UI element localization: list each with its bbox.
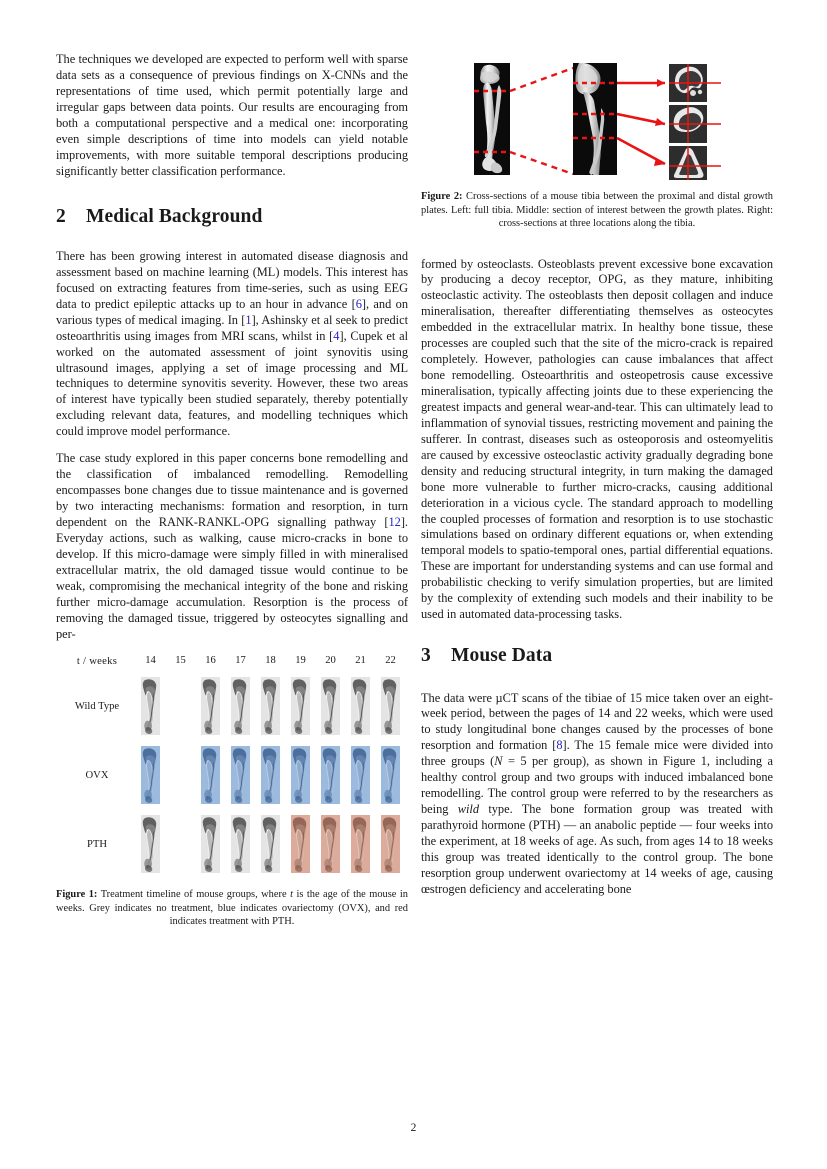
slice-arrows: [617, 79, 665, 166]
tibia-scan-tile-blue: [351, 746, 370, 804]
timeline-cell: [168, 675, 193, 737]
timeline-cell: [198, 675, 223, 737]
tibia-scan-tile-red: [351, 815, 370, 873]
timeline-cell: [288, 675, 313, 737]
section-title-2: Medical Background: [86, 205, 263, 227]
figure-1-caption-label: Figure 1:: [56, 889, 98, 901]
paragraph-ml-part1: There has been growing interest in automated disease diagnosis and assessment based on machine learning (ML) models. This interest has focused on extracting features from time-series, such as using EEG data to predict epileptic attacks up to an hour in advance [: [56, 248, 408, 311]
section-of-interest-panel: [573, 63, 617, 176]
timeline-cell: [138, 813, 163, 875]
tibia-scan-tile-grey: [201, 815, 220, 873]
tibia-scan-tile-red: [321, 815, 340, 873]
timeline-cell: [288, 813, 313, 875]
tibia-scan-tile-grey: [231, 815, 250, 873]
paragraph-osteo-text: formed by osteoclasts. Osteoblasts prevent excessive bone excavation by producing a decoy receptor, OPG, as they mature, inhibiting osteoclastic activity. The osteoblasts then deposit collagen and induce mineralisation, thereafter differentiating themselves as osteocytes embedded in the extracellular matrix. In healthy bone tissue, these processes are coupled such that the site of the micro-crack is repaired completely. However, pathologies can cause imbalances that affect bone remodelling. Osteoarthritis and osteopetrosis cause excessive mineralisation, typically affecting joints due to these experiencing the greatest impacts and general wear-and-tear. This can ultimately lead to inflammation of synovial tissues, restricting movement and paining the sufferer. In contrast, diseases such as osteoporosis and osteomyelitis are caused by excessive osteoclastic activity gradually degrading bone density and reducing structural integrity, in turn making the damaged bone more vulnerable to further micro-cracks, causing additional deterioration in a vicious cycle. The standard approach to modelling the coupled processes of formation and resorption is to use stochastic simulations based on ordinary different equations or, when extending temporal models to spatio-temporal ones, partial differential equations. These are important for understanding systems and can use formal and probabilistic checking to verify simulation properties, but are limited by the complexity of extending such models and their inability to be used in automated data-processing tasks.: [421, 256, 773, 622]
tibia-scan-tile-blue: [231, 746, 250, 804]
tibia-scan-tile-blue: [261, 746, 280, 804]
timeline-cell: [198, 813, 223, 875]
figure-2-caption: [421, 190, 773, 231]
section-heading-mouse-data: [421, 645, 773, 666]
paragraph-intro-text: The techniques we developed are expected to perform well with sparse data sets as a consequence of previous findings on X-CNNs and the representations of time used, which permit potentially large and irregular gaps between data points. Our results are encouraging from both a computational perspective and a medical one: incorporating even simple descriptions of time into models can yield notable improvements, with more suitable temporal descriptions producing significantly better classification performance.: [56, 52, 408, 178]
timeline-body: [61, 675, 403, 875]
full-tibia-panel: [474, 63, 510, 175]
timeline-cell: [318, 744, 343, 806]
timeline-row: [61, 744, 403, 806]
tibia-scan-tile-red: [291, 815, 310, 873]
page-number: 2: [410, 1122, 417, 1134]
tibia-scan-tile-grey: [201, 677, 220, 735]
paragraph-ml-part4: ], Cupek et al worked on the automated assessment of joint synovitis using ultrasound images, applying a set of image processing and ML techniques to determine synovitis severity. However, these two areas of interest have typically been studied separately, thereby potentially excluding relevant data, features, and modelling techniques which could improve model performance.: [56, 328, 408, 439]
week-header-17: 17: [235, 655, 246, 667]
tibia-scan-tile-grey: [351, 677, 370, 735]
right-column: [421, 52, 773, 909]
citation-link-6[interactable]: 6: [355, 296, 362, 311]
timeline-cell: [138, 675, 163, 737]
figure-1-caption-text-b: is the age of the mouse in weeks. Grey indicates no treatment, blue indicates ovariectomy (OVX), and red indicates treatment with PTH.: [56, 889, 408, 928]
week-header-15: 15: [175, 655, 186, 667]
timeline-cell: [378, 675, 403, 737]
tibia-scan-tile-grey: [381, 677, 400, 735]
paragraph-mouse-part2: ]. The 15 female mice were divided into three groups (: [421, 738, 774, 769]
timeline-cell: [258, 675, 283, 737]
treatment-timeline-table: [56, 648, 408, 882]
figure-2-graphic: [421, 52, 773, 180]
week-header-19: 19: [295, 655, 306, 667]
week-header-21: 21: [355, 655, 366, 667]
tibia-scan-tile-blue: [201, 746, 220, 804]
paragraph-mouse-part4: type. The bone formation group was treated with parathyroid hormone (PTH) — an anabolic peptide — four weeks into the experiment, at 18 weeks of age. As such, from ages 14 to 18 weeks this group was treated identically to the control group. The bone resorption group underwent ovariectomy at 14 weeks of age, causing œstrogen deficiency and accelerating bone: [421, 802, 773, 896]
section-number-2: 2: [56, 205, 66, 227]
timeline-cell: [318, 813, 343, 875]
timeline-cell: [258, 813, 283, 875]
timeline-cell: [348, 744, 373, 806]
tibia-scan-tile-red: [381, 815, 400, 873]
timeline-cell: [168, 744, 193, 806]
section-heading-medical-background: [56, 206, 408, 227]
figure-1-caption: [56, 888, 408, 929]
timeline-cell: [348, 675, 373, 737]
tibia-scan-tile-blue: [321, 746, 340, 804]
paragraph-ml-part3: ], Ashinsky et al seek to predict osteoarthritis using images from MRI scans, whilst in [: [56, 312, 408, 343]
week-header-14: 14: [145, 655, 156, 667]
paragraph-case-part1: The case study explored in this paper concerns bone remodelling and the classification of imbalanced remodelling. Remodelling encompasses bone changes due to tissue maintenance and is governed by two interacting mechanisms: formation and resorption, in turn dependent on the RANK-RANKL-OPG signalling pathway [: [56, 451, 408, 529]
timeline-row-label-wild-type: Wild Type: [74, 700, 120, 712]
tibia-scan-tile-grey: [141, 677, 160, 735]
paragraph-ml-part2: ], and on various types of medical imaging. In [: [56, 296, 408, 327]
tibia-scan-tile-grey: [261, 815, 280, 873]
timeline-cell: [138, 744, 163, 806]
tibia-scan-tile-grey: [321, 677, 340, 735]
figure-1-caption-symbol-t: t: [290, 889, 293, 901]
cross-section-1: [669, 64, 721, 102]
section-heading-mouse-data-wrap: [421, 645, 773, 666]
timeline-axis-label: t / weeks: [76, 656, 118, 668]
timeline-cell: [288, 744, 313, 806]
figure-1-caption-text-a: Treatment timeline of mouse groups, where: [97, 889, 291, 901]
tibia-scan-tile-grey: [291, 677, 310, 735]
timeline-cell: [228, 675, 253, 737]
cross-section-2: [669, 105, 721, 143]
term-wild: wild: [457, 802, 480, 817]
paragraph-mouse-data: [421, 691, 773, 898]
timeline-row: [61, 813, 403, 875]
timeline-cell: [228, 744, 253, 806]
timeline-cell: [198, 744, 223, 806]
left-column: [56, 52, 408, 929]
week-header-22: 22: [385, 655, 396, 667]
paragraph-mouse-part1: The data were µCT scans of the tibiae of 15 mice taken over an eight-week period, between the pages of 14 and 22 weeks, which were used to study longitudinal bone changes caused by the processes of bone resorption and formation [: [421, 690, 773, 753]
paragraph-case-part2: ]. Everyday actions, such as walking, cause micro-cracks in bone to develop. If this micro-damage were simply filled in with mineralised extracellular matrix, the old damaged tissue would continue to be weak, compromising the mechanical integrity of the bone and risking further micro-damage accumulation. Resorption is the process of removing the damaged tissue, triggered by osteocytes signalling and per-: [56, 514, 408, 641]
tibia-scan-tile-blue: [291, 746, 310, 804]
timeline-cell: [228, 813, 253, 875]
cross-section-3: [669, 146, 721, 180]
week-header-16: 16: [205, 655, 216, 667]
section-title-3: Mouse Data: [451, 645, 553, 667]
tibia-scan-tile-grey: [141, 815, 160, 873]
symbol-N: N: [494, 754, 503, 769]
figure-2-caption-text: Cross-sections of a mouse tibia between the proximal and distal growth plates. Left: full tibia. Middle: section of interest between the growth plates. Right: cross-sections at three locations along the tibia.: [421, 191, 774, 230]
paragraph-intro: [56, 52, 408, 180]
timeline-cell: [348, 813, 373, 875]
figure-1: [56, 648, 408, 929]
week-header-18: 18: [265, 655, 276, 667]
zoom-connector-top: [510, 68, 573, 91]
figure-2-caption-label: Figure 2:: [421, 191, 463, 202]
citation-link-8[interactable]: 8: [556, 738, 563, 753]
citation-link-4[interactable]: 4: [333, 328, 340, 343]
timeline-header-row: [61, 655, 403, 668]
figure-2: [421, 52, 773, 180]
tibia-scan-tile-blue: [141, 746, 160, 804]
timeline-cell: [168, 813, 193, 875]
citation-link-1[interactable]: 1: [245, 312, 252, 327]
timeline-cell: [318, 675, 343, 737]
citation-link-12[interactable]: 12: [388, 514, 401, 529]
timeline-cell: [378, 813, 403, 875]
paragraph-osteoclasts: [421, 257, 773, 624]
tibia-scan-tile-grey: [231, 677, 250, 735]
paragraph-case-study: [56, 451, 408, 642]
timeline-row-label-pth: PTH: [86, 838, 107, 850]
timeline-cell: [378, 744, 403, 806]
tibia-scan-tile-grey: [261, 677, 280, 735]
timeline-row: [61, 675, 403, 737]
timeline-cell: [258, 744, 283, 806]
tibia-scan-tile-blue: [381, 746, 400, 804]
paragraph-ml-interest: [56, 249, 408, 440]
week-header-20: 20: [325, 655, 336, 667]
paragraph-mouse-part3: = 5 per group), as shown in Figure 1, including a healthy control group and two groups with induced imbalanced bone remodelling. The control group were referred to by the researchers as being: [421, 754, 773, 817]
zoom-connector-bottom: [510, 152, 573, 174]
timeline-row-label-ovx: OVX: [85, 769, 109, 781]
section-heading-medical-background-wrap: [56, 206, 408, 227]
section-number-3: 3: [421, 645, 431, 667]
